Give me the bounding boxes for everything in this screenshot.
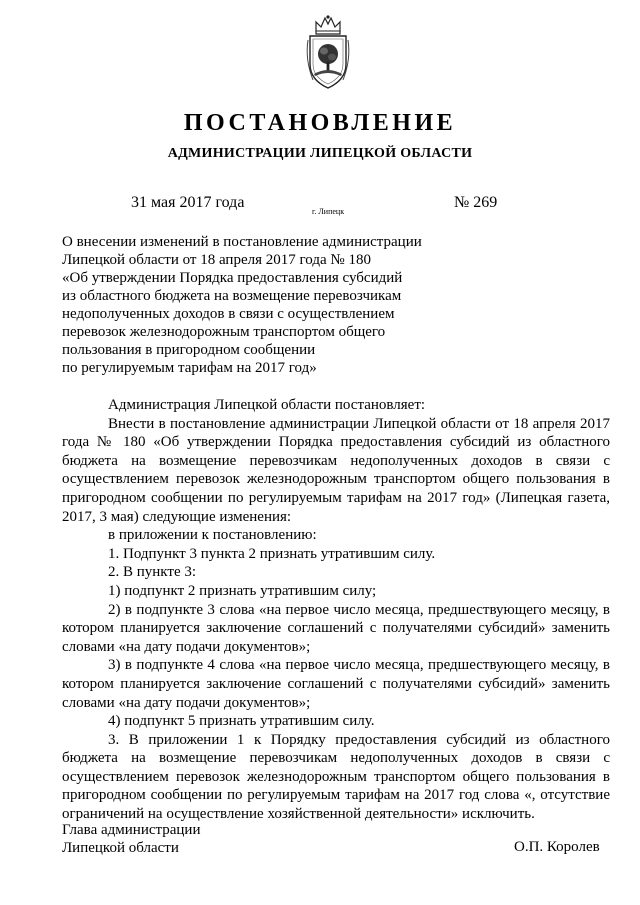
document-heading <box>62 233 482 377</box>
body-paragraph: Внести в постановление администрации Липецкой области от 18 апреля 2017 года № 180 «Об утверждении Порядка предоставления субсидий из областного бюджета на возмещение перевозчикам недополученных доходов в связи с осуществлением перевозок железнодорожным транспортом общего пользования в пригородном сообщении по регулируемым тарифам на 2017 год» (Липецкая газета, 2017, 3 мая) следующие изменения: <box>62 415 610 525</box>
body-paragraph: 2) в подпункте 3 слова «на первое число месяца, предшествующего месяцу, в котором планируется заключение соглашений с получателями субсидий» заменить словами «на дату подачи документов»; <box>62 601 610 655</box>
body-paragraph: в приложении к постановлению: <box>108 527 317 544</box>
coat-of-arms-icon <box>303 14 353 92</box>
body-paragraph: 2. В пункте 3: <box>108 564 197 581</box>
signatory-position <box>62 821 200 857</box>
body-paragraph: 3. В приложении 1 к Порядку предоставления субсидий из областного бюджета на возмещение перевозчикам недополученных доходов в связи с осуществлением перевозок железнодорожным транспортом общего пользования в пригородном сообщении по регулируемым тарифам на 2017 год слова «, отсутствие ограничений на осуществление хозяйственной деятельности» исключить. <box>62 731 610 823</box>
document-subtitle: АДМИНИСТРАЦИИ ЛИПЕЦКОЙ ОБЛАСТИ <box>167 146 473 161</box>
signatory-name: О.П. Королев <box>514 839 600 855</box>
signatory-position-line: Липецкой области <box>62 840 179 856</box>
document-date: 31 мая 2017 года <box>131 194 245 211</box>
document-number: № 269 <box>454 194 498 211</box>
document-body <box>62 396 610 824</box>
heading-line: пользования в пригородном сообщении <box>62 342 316 358</box>
document-city: г. Липецк <box>312 207 345 216</box>
heading-line: по регулируемым тарифам на 2017 год» <box>62 360 317 376</box>
body-paragraph: 4) подпункт 5 признать утратившим силу. <box>108 713 375 730</box>
document-title: ПОСТАНОВЛЕНИЕ <box>183 110 457 136</box>
heading-line: «Об утверждении Порядка предоставления субсидий <box>62 270 403 286</box>
body-paragraph: 1. Подпункт 3 пункта 2 признать утратившим силу. <box>108 545 436 562</box>
body-paragraph: Администрация Липецкой области постановляет: <box>108 397 426 413</box>
heading-line: О внесении изменений в постановление администрации <box>62 234 422 250</box>
heading-line: недополученных доходов в связи с осуществлением <box>62 306 395 322</box>
heading-line: из областного бюджета на возмещение перевозчикам <box>62 288 402 304</box>
heading-line: Липецкой области от 18 апреля 2017 года № 180 <box>62 252 371 268</box>
heading-line: перевозок железнодорожным транспортом общего <box>62 324 386 340</box>
body-paragraph: 1) подпункт 2 признать утратившим силу; <box>108 582 377 599</box>
body-paragraph: 3) в подпункте 4 слова «на первое число месяца, предшествующего месяцу, в котором планируется заключение соглашений с получателями субсидий» заменить словами «на дату подачи документов»; <box>62 657 610 711</box>
signatory-position-line: Глава администрации <box>62 822 201 838</box>
